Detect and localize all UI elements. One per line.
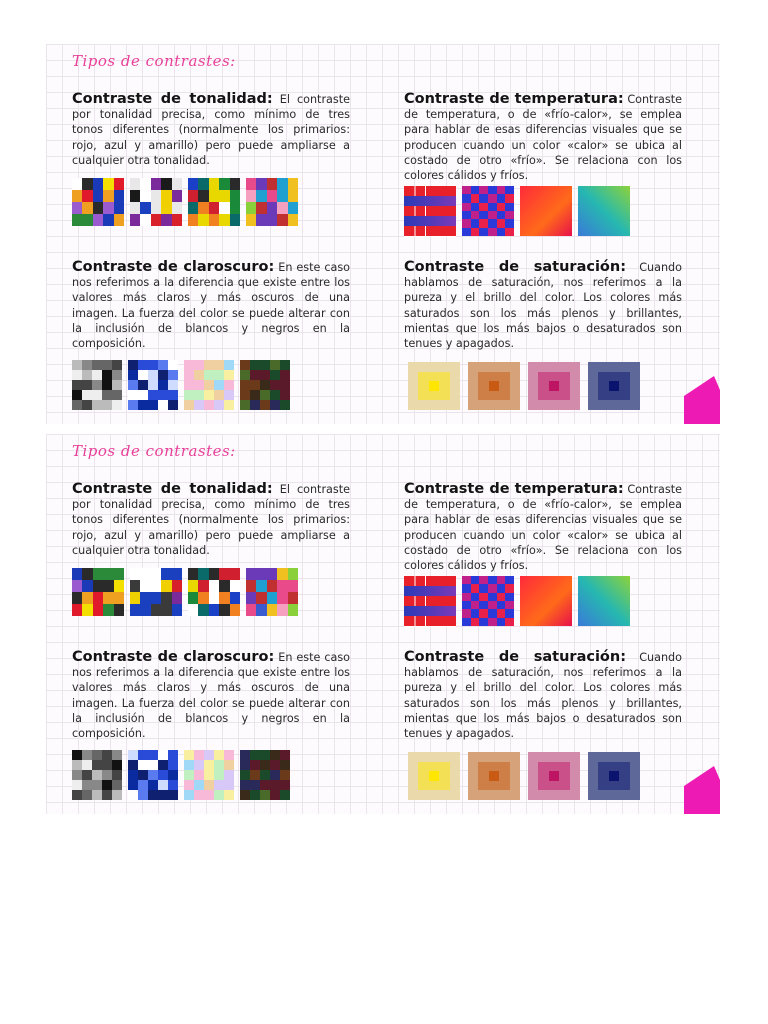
section-text: En este caso nos referimos a la diferencia que existe entre los valores más claros y más oscuros de una imagen. La fuerza del color se puede alterar con la inclusión de blancos y negros en la composición. [72,651,351,741]
swatch-temperatura-checker [462,576,514,626]
tonalidad-swatches [72,568,298,616]
swatch-claroscuro-gray [72,360,122,410]
claroscuro-swatches [72,360,290,410]
card-title: Tipos de contrastes: [72,52,236,70]
section-heading: Contraste de claroscuro: [72,649,275,665]
swatch-tonalidad-3 [188,178,240,226]
section-text: El contraste por tonalidad precisa, como mínimo de tres tonos diferentes (normalmente los primarios: rojo, azul y amarillo) pero puede ampliarse a cualquier otra tonalidad. [72,483,350,557]
section-heading: Contraste de saturación: [404,259,627,275]
swatch-temperatura-warm [520,576,572,626]
saturacion-swatches [408,752,640,800]
section-heading: Contraste de temperatura: [404,91,624,107]
section-temperatura [404,482,682,573]
section-heading: Contraste de saturación: [404,649,627,665]
swatch-tonalidad-1 [72,568,124,616]
section-text: Cuando hablamos de saturación, nos referimos a la pureza y el brillo del color. Los colores más saturados son los más plenos y brillantes, mientas que los más bajos o desaturados son tenues y apagados. [404,651,682,741]
swatch-temperatura-checker [462,186,514,236]
swatch-saturacion-yellow [408,752,460,800]
swatch-claroscuro-pastel [184,360,234,410]
swatch-tonalidad-2 [130,568,182,616]
section-text: En este caso nos referimos a la diferencia que existe entre los valores más claros y más oscuros de una imagen. La fuerza del color se puede alterar con la inclusión de blancos y negros en la composición. [72,261,351,351]
saturacion-swatches [408,362,640,410]
section-saturacion [404,260,682,351]
swatch-saturacion-orange [468,362,520,410]
swatch-saturacion-orange [468,752,520,800]
swatch-saturacion-yellow [408,362,460,410]
swatch-saturacion-navy [588,362,640,410]
section-heading: Contraste de tonalidad: [72,91,273,107]
contrast-card-1 [46,44,720,424]
swatch-tonalidad-4 [246,568,298,616]
contrast-card-2 [46,434,720,814]
swatch-temperatura-cool [578,576,630,626]
section-heading: Contraste de temperatura: [404,481,624,497]
section-saturacion [404,650,682,741]
temperatura-swatches [404,186,630,236]
section-claroscuro [72,260,350,351]
section-text: Contraste de temperatura, o de «frío-calor», se emplea para hablar de esas diferencias visuales que se producen cuando un color «calor» se ubica al costado de otro «frío». Se relaciona con los colores cálidos y fríos. [404,483,682,573]
corner-decoration [684,376,720,424]
swatch-claroscuro-dark [240,360,290,410]
section-tonalidad [72,92,350,168]
swatch-saturacion-magenta [528,362,580,410]
swatch-tonalidad-1 [72,178,124,226]
swatch-saturacion-magenta [528,752,580,800]
swatch-claroscuro-gray [72,750,122,800]
section-text: Cuando hablamos de saturación, nos referimos a la pureza y el brillo del color. Los colores más saturados son los más plenos y brillantes, mientas que los más bajos o desaturados son tenues y apagados. [404,261,682,351]
section-claroscuro [72,650,350,741]
corner-decoration [684,766,720,814]
section-text: El contraste por tonalidad precisa, como mínimo de tres tonos diferentes (normalmente los primarios: rojo, azul y amarillo) pero puede ampliarse a cualquier otra tonalidad. [72,93,350,167]
swatch-claroscuro-blue [128,360,178,410]
swatch-temperatura-cool [578,186,630,236]
section-text: Contraste de temperatura, o de «frío-calor», se emplea para hablar de esas diferencias visuales que se producen cuando un color «calor» se ubica al costado de otro «frío». Se relaciona con los colores cálidos y fríos. [404,93,682,183]
temperatura-swatches [404,576,630,626]
section-temperatura [404,92,682,183]
swatch-claroscuro-pastel [184,750,234,800]
swatch-tonalidad-3 [188,568,240,616]
swatch-tonalidad-4 [246,178,298,226]
swatch-temperatura-stripes [404,576,456,626]
swatch-claroscuro-dark [240,750,290,800]
swatch-tonalidad-2 [130,178,182,226]
claroscuro-swatches [72,750,290,800]
section-heading: Contraste de tonalidad: [72,481,273,497]
swatch-temperatura-stripes [404,186,456,236]
section-heading: Contraste de claroscuro: [72,259,275,275]
swatch-saturacion-navy [588,752,640,800]
section-tonalidad [72,482,350,558]
tonalidad-swatches [72,178,298,226]
swatch-claroscuro-blue [128,750,178,800]
swatch-temperatura-warm [520,186,572,236]
card-title: Tipos de contrastes: [72,442,236,460]
